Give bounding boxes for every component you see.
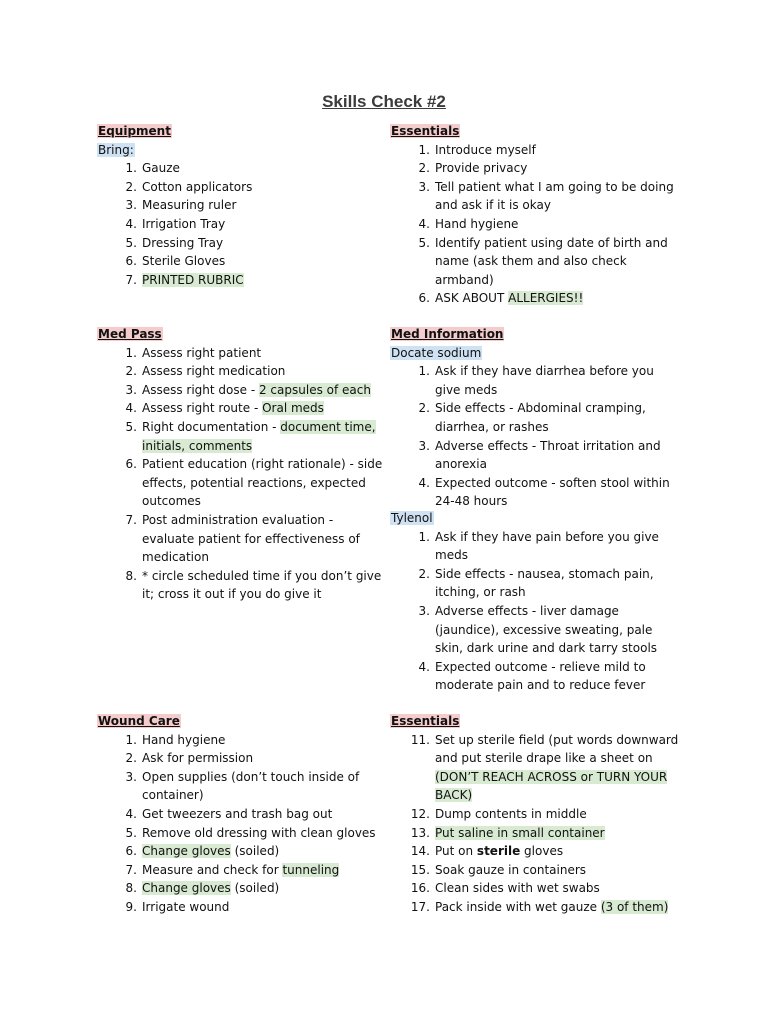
list-item xyxy=(97,511,387,567)
item-text: gloves xyxy=(520,844,564,859)
list-item xyxy=(390,289,682,308)
list-number: 2. xyxy=(418,401,430,416)
equipment-list xyxy=(97,159,387,289)
list-item xyxy=(97,805,387,824)
list-item xyxy=(97,418,387,455)
list-number: 8. xyxy=(125,881,137,896)
item-text: (soiled) xyxy=(230,881,280,896)
item-text: Dump contents in middle xyxy=(435,806,587,821)
list-item xyxy=(97,824,387,843)
subheading: Docate sodium xyxy=(391,345,482,360)
list-number: 13. xyxy=(410,825,430,840)
list-item xyxy=(97,879,387,898)
item-text: Open supplies (don’t touch inside of container) xyxy=(142,769,360,803)
list-number: 1. xyxy=(125,732,137,747)
list-number: 2. xyxy=(125,751,137,766)
essentials-top-list xyxy=(390,141,682,308)
item-text: Dressing Tray xyxy=(142,235,224,250)
list-number: 5. xyxy=(125,825,137,840)
list-number: 7. xyxy=(125,862,137,877)
item-text: Identify patient using date of birth and name (ask them and also check armband) xyxy=(435,235,668,287)
list-number: 1. xyxy=(125,345,137,360)
list-number: 7. xyxy=(125,512,137,527)
med-info-section xyxy=(390,325,682,695)
list-number: 5. xyxy=(418,235,430,250)
item-text: Ask if they have diarrhea before you give meds xyxy=(435,364,654,397)
list-item xyxy=(97,234,387,253)
item-text: Tell patient what I am going to be doing and ask if it is okay xyxy=(435,179,674,213)
list-item xyxy=(390,658,682,695)
section-heading: Essentials xyxy=(391,714,460,728)
item-text: Remove old dressing with clean gloves xyxy=(142,825,376,840)
list-number: 6. xyxy=(125,254,137,269)
list-item xyxy=(97,749,387,768)
item-text: (DON’T REACH ACROSS or TURN YOUR BACK) xyxy=(435,769,668,803)
list-item xyxy=(97,731,387,750)
item-text: Introduce myself xyxy=(435,142,536,157)
item-text: Soak gauze in containers xyxy=(435,862,587,877)
list-number: 3. xyxy=(125,198,137,213)
list-number: 11. xyxy=(410,732,430,747)
list-item xyxy=(390,141,682,160)
list-number: 2. xyxy=(125,364,137,379)
list-item xyxy=(390,474,682,511)
essentials-bottom-list xyxy=(390,731,682,917)
list-number: 4. xyxy=(125,401,137,416)
list-item xyxy=(390,362,682,399)
list-item xyxy=(390,842,682,861)
list-item xyxy=(97,768,387,805)
list-number: 16. xyxy=(410,881,430,896)
med-pass-list xyxy=(97,344,387,604)
list-item xyxy=(97,344,387,363)
list-item xyxy=(97,898,387,917)
item-text: Oral meds xyxy=(262,401,324,416)
item-text: Assess right dose - xyxy=(142,382,259,397)
essentials-bottom-section xyxy=(390,712,682,917)
list-number: 8. xyxy=(125,568,137,583)
list-item xyxy=(97,567,387,604)
item-text: ASK ABOUT xyxy=(435,291,509,306)
list-item xyxy=(390,824,682,843)
list-number: 4. xyxy=(418,659,430,674)
list-item xyxy=(97,252,387,271)
item-text: Measure and check for xyxy=(142,862,283,877)
item-text: (soiled) xyxy=(230,844,280,859)
list-number: 1. xyxy=(418,529,430,544)
item-text: Change gloves xyxy=(142,844,231,859)
list-number: 5. xyxy=(125,235,137,250)
list-item xyxy=(390,528,682,565)
tylenol-list xyxy=(390,528,682,695)
item-text: Ask if they have pain before you give meds xyxy=(435,529,659,563)
list-item xyxy=(97,178,387,197)
item-text: Provide privacy xyxy=(435,161,528,176)
item-text: Change gloves xyxy=(142,881,231,896)
list-item xyxy=(390,565,682,602)
item-text: Gauze xyxy=(142,161,180,176)
section-heading-wrap xyxy=(390,712,682,731)
item-text: ALLERGIES!! xyxy=(508,291,584,306)
list-item xyxy=(390,399,682,436)
list-number: 5. xyxy=(125,419,137,434)
section-heading-wrap xyxy=(390,122,682,141)
item-text: document time, initials, comments xyxy=(142,419,376,453)
section-heading: Med Information xyxy=(391,327,504,341)
section-heading: Equipment xyxy=(98,124,171,138)
med-pass-section xyxy=(97,325,387,604)
list-item xyxy=(97,861,387,880)
item-text: Patient education (right rationale) - side effects, potential reactions, expected outcomes xyxy=(142,457,383,509)
section-heading: Essentials xyxy=(391,124,460,138)
list-number: 3. xyxy=(418,179,430,194)
section-heading-wrap xyxy=(390,325,682,344)
list-item xyxy=(97,215,387,234)
equipment-section xyxy=(97,122,387,289)
item-text: Side effects - nausea, stomach pain, itching, or rash xyxy=(435,566,654,600)
list-number: 2. xyxy=(418,566,430,581)
list-number: 4. xyxy=(125,216,137,231)
list-number: 15. xyxy=(410,862,430,877)
item-text: Adverse effects - Throat irritation and anorexia xyxy=(435,438,661,472)
item-text: Pack inside with wet gauze xyxy=(435,899,601,914)
list-number: 1. xyxy=(418,364,430,379)
section-heading-wrap xyxy=(97,122,387,141)
item-text: Get tweezers and trash bag out xyxy=(142,806,333,821)
list-item xyxy=(97,455,387,511)
list-number: 17. xyxy=(410,899,430,914)
list-number: 6. xyxy=(418,291,430,306)
wound-care-section xyxy=(97,712,387,917)
list-item xyxy=(390,731,682,805)
list-item xyxy=(390,602,682,658)
list-item xyxy=(390,861,682,880)
list-item xyxy=(390,437,682,474)
list-number: 4. xyxy=(418,475,430,490)
wound-care-list xyxy=(97,731,387,917)
list-number: 4. xyxy=(418,216,430,231)
list-number: 6. xyxy=(125,844,137,859)
item-text: Hand hygiene xyxy=(142,732,226,747)
item-text: Put on xyxy=(435,844,477,859)
item-text: Assess right route - xyxy=(142,401,263,416)
item-text: 2 capsules of each xyxy=(258,382,371,397)
item-text: (3 of them) xyxy=(600,899,669,914)
list-item xyxy=(97,159,387,178)
list-number: 14. xyxy=(410,844,430,859)
item-text: Ask for permission xyxy=(142,751,254,766)
subheading-wrap xyxy=(390,509,682,528)
section-heading-wrap xyxy=(97,325,387,344)
list-number: 3. xyxy=(418,603,430,618)
list-item xyxy=(390,898,682,917)
item-text: Sterile Gloves xyxy=(142,254,226,269)
list-number: 12. xyxy=(410,806,430,821)
item-text: PRINTED RUBRIC xyxy=(142,272,244,287)
list-number: 9. xyxy=(125,899,137,914)
section-heading-wrap xyxy=(97,712,387,731)
item-text: sterile xyxy=(476,844,521,859)
essentials-top-section xyxy=(390,122,682,308)
list-item xyxy=(97,362,387,381)
item-text: Expected outcome - soften stool within 24-48 hours xyxy=(435,475,670,509)
list-number: 3. xyxy=(125,769,137,784)
docate-list xyxy=(390,362,682,511)
item-text: * circle scheduled time if you don’t give it; cross it out if you do give it xyxy=(142,568,382,602)
list-number: 2. xyxy=(418,161,430,176)
list-item xyxy=(97,271,387,290)
list-item xyxy=(390,234,682,290)
page-title: Skills Check #2 xyxy=(322,92,446,111)
item-text: Set up sterile field (put words downward and put sterile drape like a sheet on xyxy=(435,732,679,766)
list-item xyxy=(390,178,682,215)
list-number: 1. xyxy=(418,142,430,157)
list-number: 2. xyxy=(125,179,137,194)
section-heading: Med Pass xyxy=(98,327,162,341)
list-number: 4. xyxy=(125,806,137,821)
item-text: Assess right medication xyxy=(142,364,286,379)
list-item xyxy=(390,215,682,234)
list-item xyxy=(97,381,387,400)
item-text: Cotton applicators xyxy=(142,179,253,194)
item-text: Hand hygiene xyxy=(435,216,519,231)
section-heading: Wound Care xyxy=(98,714,180,728)
item-text: Clean sides with wet swabs xyxy=(435,881,600,896)
item-text: Expected outcome - relieve mild to moderate pain and to reduce fever xyxy=(435,659,646,693)
subheading-wrap xyxy=(390,344,682,363)
item-text: Put saline in small container xyxy=(435,825,605,840)
list-item xyxy=(390,805,682,824)
item-text: Assess right patient xyxy=(142,345,262,360)
list-item xyxy=(97,196,387,215)
list-number: 3. xyxy=(418,438,430,453)
item-text: Irrigate wound xyxy=(142,899,230,914)
list-item xyxy=(97,399,387,418)
item-text: Right documentation - xyxy=(142,419,281,434)
item-text: Adverse effects - liver damage (jaundice), excessive sweating, pale skin, dark urine and dark tarry stools xyxy=(435,603,658,656)
subheading: Tylenol xyxy=(391,510,433,525)
subheading-wrap xyxy=(97,141,387,160)
item-text: tunneling xyxy=(282,862,340,877)
item-text: Irrigation Tray xyxy=(142,216,226,231)
list-item xyxy=(390,159,682,178)
subheading: Bring: xyxy=(98,142,134,157)
item-text: Measuring ruler xyxy=(142,198,237,213)
list-number: 7. xyxy=(125,272,137,287)
list-item xyxy=(97,842,387,861)
list-number: 6. xyxy=(125,457,137,472)
item-text: Side effects - Abdominal cramping, diarrhea, or rashes xyxy=(435,401,646,434)
item-text: Post administration evaluation - evaluate patient for effectiveness of medication xyxy=(142,512,360,565)
list-item xyxy=(390,879,682,898)
list-number: 3. xyxy=(125,382,137,397)
list-number: 1. xyxy=(125,161,137,176)
